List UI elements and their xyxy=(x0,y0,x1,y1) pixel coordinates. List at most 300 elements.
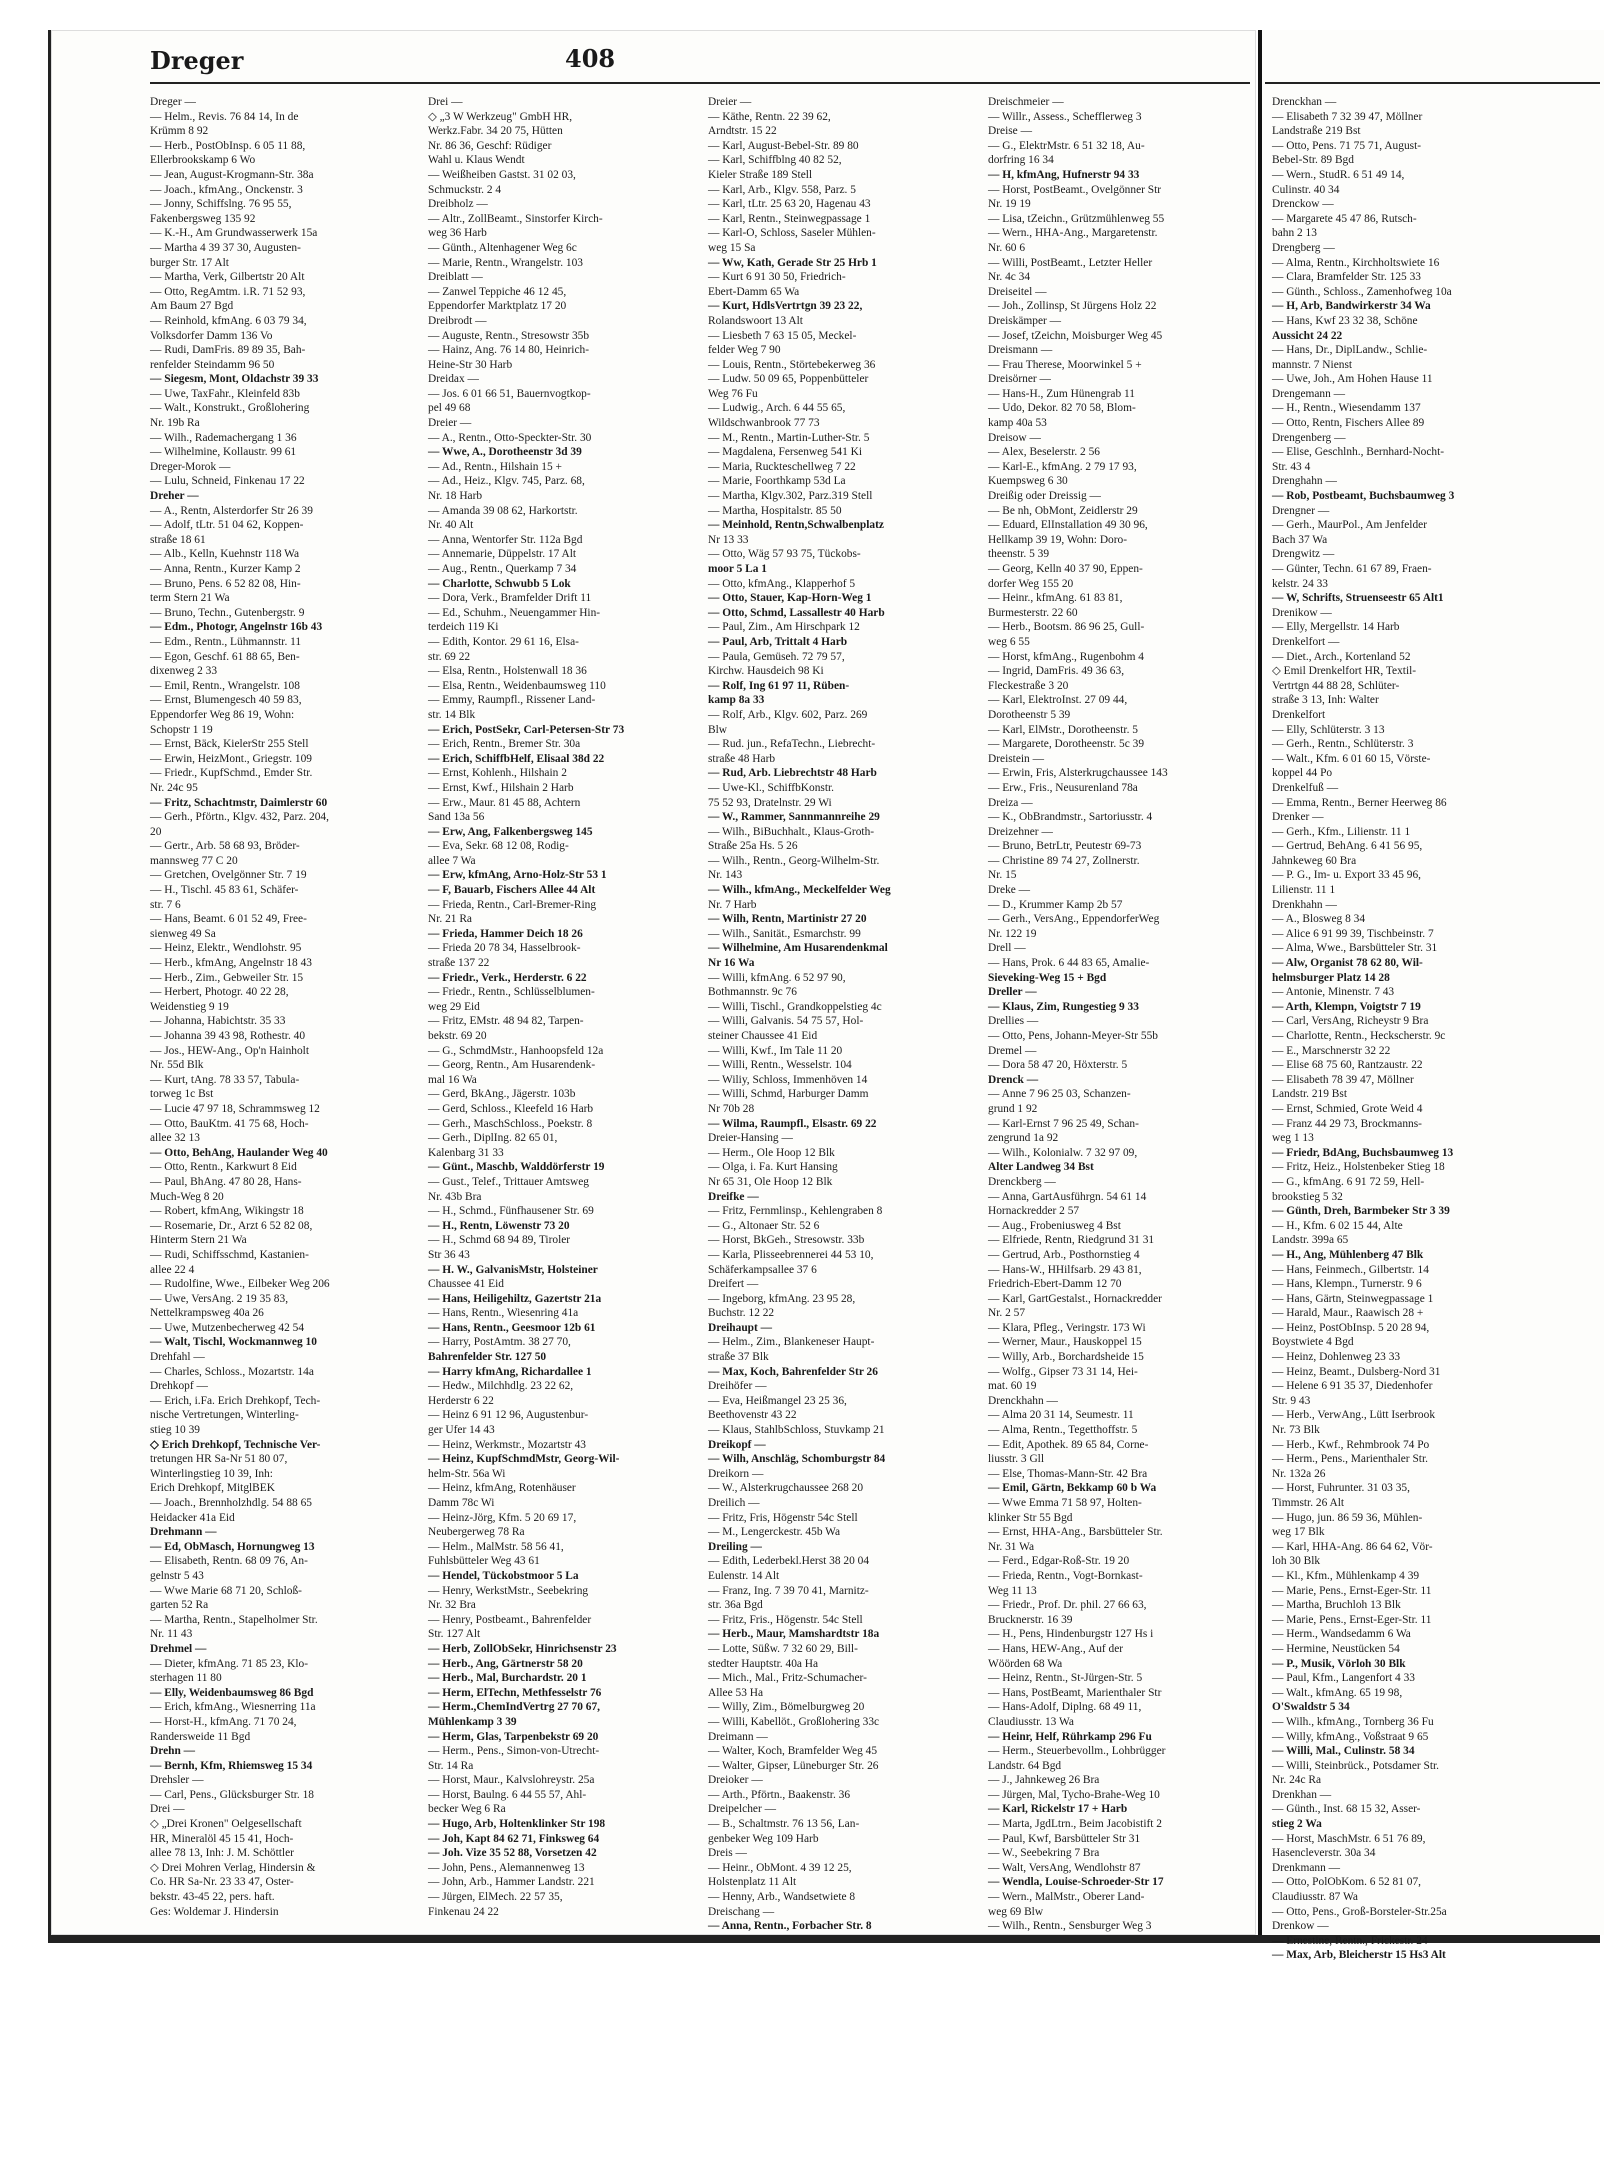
directory-entry: — Günter, Techn. 61 67 89, Fraen- xyxy=(1272,563,1432,575)
directory-entry: — Gerh., VersAng., EppendorferWeg xyxy=(988,913,1160,926)
directory-entry: moor 5 La 1 xyxy=(708,563,767,575)
directory-entry: Brucknerstr. 16 39 xyxy=(988,1613,1073,1626)
directory-entry: becker Weg 6 Ra xyxy=(428,1803,506,1816)
directory-entry: — Wilma, Raumpfl., Elsastr. 69 22 xyxy=(708,1117,877,1130)
directory-entry: Herderstr 6 22 xyxy=(428,1394,494,1407)
directory-entry: — Herb., Bootsm. 86 96 25, Gull- xyxy=(988,621,1145,634)
directory-entry: Wildschwanbrook 77 73 xyxy=(708,417,820,430)
directory-entry: — Karla, Plisseebrennerei 44 53 10, xyxy=(708,1248,874,1261)
directory-entry: — H, Arb, Bandwirkerstr 34 Wa xyxy=(1272,300,1431,313)
directory-entry: — G., Altonaer Str. 52 6 xyxy=(708,1219,820,1232)
directory-entry: — Dieter, kfmAng. 71 85 23, Klo- xyxy=(150,1657,309,1670)
directory-entry: — Hans, Rentn., Wiesenring 41a xyxy=(428,1307,579,1320)
directory-entry: — Fritz, Schachtmstr, Daimlerstr 60 xyxy=(150,796,328,809)
directory-entry: Dreiskämper — xyxy=(988,314,1062,327)
directory-entry: Weg 11 13 xyxy=(988,1584,1037,1597)
directory-entry: — G., kfmAng. 6 91 72 59, Hell- xyxy=(1272,1175,1425,1188)
directory-entry: — Friedr, BdAng, Buchsbaumweg 13 xyxy=(1272,1146,1454,1159)
directory-entry: — Willi, Steinbrück., Potsdamer Str. xyxy=(1272,1759,1440,1772)
directory-entry: — Harry, PostAmtm. 38 27 70, xyxy=(428,1336,571,1349)
directory-entry: — Ernestine, Rentn., Frickestr. 24 xyxy=(1272,1934,1428,1947)
directory-entry: — Willi, Kwf., Im Tale 11 20 xyxy=(708,1044,843,1057)
directory-entry: — M., Lengerckestr. 45b Wa xyxy=(708,1526,841,1539)
directory-entry: — J., Jahnkeweg 26 Bra xyxy=(988,1774,1100,1787)
directory-entry: — Ww, Kath, Gerade Str 25 Hrb 1 xyxy=(708,256,877,269)
directory-entry: allee 32 13 xyxy=(150,1132,200,1145)
directory-entry: — K.-H., Am Grundwasserwerk 15a xyxy=(150,227,318,240)
directory-entry: — Ingrid, DamFris. 49 36 63, xyxy=(988,665,1125,678)
directory-entry: — Frau Therese, Moorwinkel 5 + xyxy=(988,358,1142,371)
directory-entry: — Erich, i.Fa. Erich Drehkopf, Tech- xyxy=(150,1394,321,1407)
directory-entry: Nr. 32 Bra xyxy=(428,1599,476,1612)
directory-entry: — Heinr., ObMont. 4 39 12 25, xyxy=(708,1861,852,1874)
directory-entry: — Edith, Lederbekl.Herst 38 20 04 xyxy=(708,1555,870,1568)
directory-entry: Landstr. 64 Bgd xyxy=(988,1759,1062,1772)
directory-entry: Drellies — xyxy=(988,1015,1039,1028)
directory-entry: — Anna, Rentn., Forbacher Str. 8 xyxy=(708,1920,872,1933)
directory-entry: Landstr. 219 Bst xyxy=(1272,1088,1347,1101)
directory-entry: — Heinz-Jörg, Kfm. 5 20 69 17, xyxy=(428,1511,577,1524)
directory-entry: straße 3 13, Inh: Walter xyxy=(1272,694,1379,707)
directory-entry: — Karl, ElektroInst. 27 09 44, xyxy=(988,694,1128,707)
directory-entry: Sieveking-Weg 15 + Bgd xyxy=(988,971,1107,984)
directory-entry: — Frieda 20 78 34, Hasselbrook- xyxy=(428,942,581,955)
directory-entry: — Hans-Adolf, Diplng. 68 49 11, xyxy=(988,1701,1142,1714)
directory-entry: — Otto, Pens., Groß-Borsteler-Str.25a xyxy=(1272,1905,1447,1918)
directory-entry: — Rudi, Schiffsschmd, Kastanien- xyxy=(150,1248,309,1261)
directory-entry: Co. HR Sa-Nr. 23 33 47, Oster- xyxy=(150,1876,294,1889)
directory-entry: — Horst, MaschMstr. 6 51 76 89, xyxy=(1272,1832,1426,1845)
directory-entry: — H., Pens, Hindenburgstr 127 Hs i xyxy=(988,1628,1154,1641)
directory-entry: grund 1 92 xyxy=(988,1102,1038,1115)
directory-entry: Nr. 19 19 xyxy=(988,198,1031,211)
directory-entry: — Herm., Pens., Simon-von-Utrecht- xyxy=(428,1745,600,1758)
page-number: 408 xyxy=(565,44,616,73)
directory-entry: Wahl u. Klaus Wendt xyxy=(428,154,525,167)
directory-entry: Straße 25a Hs. 5 26 xyxy=(708,840,798,853)
directory-entry: — Hugo, jun. 86 59 36, Mühlen- xyxy=(1272,1511,1423,1524)
directory-entry: — D., Krummer Kamp 2b 57 xyxy=(988,898,1123,911)
directory-entry: Eppendorfer Marktplatz 17 20 xyxy=(428,300,567,313)
directory-entry: — Henry, WerkstMstr., Seebekring xyxy=(428,1584,589,1597)
directory-entry: — Frieda, Rentn., Vogt-Bornkast- xyxy=(988,1569,1143,1582)
directory-entry: — Helm., Zim., Blankeneser Haupt- xyxy=(708,1336,875,1349)
directory-entry: gelnstr 5 43 xyxy=(150,1569,204,1582)
directory-entry: Nr. 18 Harb xyxy=(428,490,483,503)
directory-entry: — Erw., Maur. 81 45 88, Achtern xyxy=(428,796,581,809)
directory-entry: — Günth., Inst. 68 15 32, Asser- xyxy=(1272,1803,1421,1816)
directory-entry: Nr. 7 Harb xyxy=(708,898,757,911)
directory-entry: koppel 44 Po xyxy=(1272,767,1333,780)
directory-entry: term Stern 21 Wa xyxy=(150,592,230,605)
directory-entry: — H, kfmAng, Hufnerstr 94 33 xyxy=(988,168,1140,181)
directory-entry: liusstr. 3 Gll xyxy=(988,1453,1045,1466)
directory-entry: — Günt., Maschb, Walddörferstr 19 xyxy=(428,1161,605,1174)
directory-entry: — Harry kfmAng, Richardallee 1 xyxy=(428,1365,592,1378)
directory-entry: nische Vertretungen, Winterling- xyxy=(150,1409,299,1422)
directory-entry: — Joach., kfmAng., Onckenstr. 3 xyxy=(150,183,303,196)
directory-entry: — Karl, August-Bebel-Str. 89 80 xyxy=(708,139,859,152)
directory-entry: — Herm.,ChemIndVertrg 27 70 67, xyxy=(428,1701,600,1714)
directory-entry: — Heinz, Beamt., Dulsberg-Nord 31 xyxy=(1272,1365,1441,1378)
directory-entry: — Rolf, Arb., Klgv. 602, Parz. 269 xyxy=(708,708,868,721)
directory-entry: — Herb., Ang, Gärtnerstr 58 20 xyxy=(428,1657,583,1670)
directory-entry: Dreizehner — xyxy=(988,825,1053,838)
directory-entry: — Rud. jun., RefaTechn., Liebrecht- xyxy=(708,738,876,751)
directory-entry: — Erwin, HeizMont., Griegstr. 109 xyxy=(150,752,312,765)
directory-entry: — Alma 20 31 14, Seumestr. 11 xyxy=(988,1409,1134,1422)
directory-entry: Dreis — xyxy=(708,1847,747,1860)
directory-entry: — Wwe Marie 68 71 20, Schloß- xyxy=(150,1584,302,1597)
directory-entry: terdeich 119 Ki xyxy=(428,621,499,634)
directory-entry: Dreise — xyxy=(988,125,1032,138)
directory-entry: — Horst, PostBeamt., Ovelgönner Str xyxy=(988,183,1162,196)
directory-entry: str. 14 Blk xyxy=(428,708,476,721)
directory-entry: — Heinz 6 91 12 96, Augustenbur- xyxy=(428,1409,589,1422)
directory-entry: — Ludw. 50 09 65, Poppenbütteler xyxy=(708,373,869,386)
directory-entry: — Martha, Rentn., Stapelholmer Str. xyxy=(150,1613,318,1626)
directory-entry: — Herbert, Photogr. 40 22 28, xyxy=(150,986,289,999)
directory-entry: — G., ElektrMstr. 6 51 32 18, Au- xyxy=(988,139,1145,152)
directory-entry: — Wendla, Louise-Schroeder-Str 17 xyxy=(988,1876,1164,1889)
directory-entry: dixenweg 2 33 xyxy=(150,665,218,678)
directory-entry: Nr. 43b Bra xyxy=(428,1190,482,1203)
directory-entry: — Jürgen, ElMech. 22 57 35, xyxy=(428,1891,563,1904)
directory-entry: — Anna, GartAusführgn. 54 61 14 xyxy=(988,1190,1147,1203)
directory-entry: — Elisabeth 78 39 47, Möllner xyxy=(1272,1073,1414,1086)
directory-entry: — Kl., Kfm., Mühlenkamp 4 39 xyxy=(1272,1569,1420,1582)
directory-entry: Fleckestraße 3 20 xyxy=(988,679,1069,692)
directory-entry: — Günth., Schloss., Zamenhofweg 10a xyxy=(1272,285,1452,298)
directory-entry: weg 6 55 xyxy=(988,635,1030,648)
directory-entry: pel 49 68 xyxy=(428,402,471,415)
directory-entry: — Hans-W., HHilfsarb. 29 43 81, xyxy=(988,1263,1142,1276)
directory-entry: — Emmy, Raumpfl., Rissener Land- xyxy=(428,694,596,707)
directory-entry: — Eduard, ElInstallation 49 30 96, xyxy=(988,519,1148,532)
directory-entry: — Joh., Zollinsp, St Jürgens Holz 22 xyxy=(988,300,1157,313)
directory-entry: — Alb., Kelln, Kuehnstr 118 Wa xyxy=(150,548,300,561)
directory-entry: Nr. 15 xyxy=(988,869,1017,882)
directory-entry: Bach 37 Wa xyxy=(1272,533,1328,546)
directory-entry: — Uwe-Kl., SchiffbKonstr. xyxy=(708,781,835,794)
directory-entry: — Charles, Schloss., Mozartstr. 14a xyxy=(150,1365,314,1378)
directory-entry: Drenckhahn — xyxy=(988,1394,1058,1407)
directory-entry: str. 7 6 xyxy=(150,898,181,911)
directory-entry: Drei — xyxy=(150,1803,185,1816)
directory-entry: — Karl-O, Schloss, Saseler Mühlen- xyxy=(708,227,876,240)
directory-entry: — Horst, BkGeh., Stresowstr. 33b xyxy=(708,1234,865,1247)
directory-entry: — Martha, Klgv.302, Parz.319 Stell xyxy=(708,490,873,503)
directory-entry: Drei — xyxy=(428,96,463,108)
directory-entry: — Dora, Verk., Bramfelder Drift 11 xyxy=(428,592,592,605)
directory-entry: Str. 43 4 xyxy=(1272,460,1311,473)
directory-entry: — Alma, Rentn., Tegetthoffstr. 5 xyxy=(988,1424,1138,1437)
directory-entry: Dreher — xyxy=(150,490,199,503)
directory-entry: stieg 10 39 xyxy=(150,1424,200,1437)
directory-entry: — Hans, Prok. 6 44 83 65, Amalie- xyxy=(988,957,1150,970)
directory-entry: ◇ Drei Mohren Verlag, Hindersin & xyxy=(150,1861,316,1874)
directory-entry: — Anna, Rentn., Kurzer Kamp 2 xyxy=(150,563,301,575)
directory-entry: — Rudolfine, Wwe., Eilbeker Weg 206 xyxy=(150,1278,330,1291)
directory-entry: — B., Schaltmstr. 76 13 56, Lan- xyxy=(708,1818,860,1831)
directory-entry: — Margarete 45 47 86, Rutsch- xyxy=(1272,212,1417,225)
directory-entry: — Werner, Maur., Hauskoppel 15 xyxy=(988,1336,1142,1349)
directory-entry: — Martha 4 39 37 30, Augusten- xyxy=(150,241,301,254)
directory-entry: Nr 70b 28 xyxy=(708,1102,755,1115)
directory-entry: Drengberg — xyxy=(1272,241,1335,254)
directory-entry: — Wilh, Rentn, Martinistr 27 20 xyxy=(708,913,867,926)
directory-entry: str. 36a Bgd xyxy=(708,1599,763,1612)
directory-entry: Drehmel — xyxy=(150,1642,207,1655)
directory-entry: genbeker Weg 109 Harb xyxy=(708,1832,819,1845)
directory-entry: Holstenplatz 11 Alt xyxy=(708,1876,797,1889)
directory-entry: — Willi, PostBeamt., Letzter Heller xyxy=(988,256,1153,269)
directory-entry: Werkz.Fabr. 34 20 75, Hütten xyxy=(428,125,563,138)
directory-entry: Nr. 86 36, Geschf: Rüdiger xyxy=(428,139,552,152)
directory-entry: — Emil, Rentn., Wrangelstr. 108 xyxy=(150,679,300,692)
directory-entry: — Ad., Rentn., Hilshain 15 + xyxy=(428,460,562,473)
directory-entry: — Gerd, Schloss., Kleefeld 16 Harb xyxy=(428,1102,594,1115)
directory-entry: — Max, Arb, Bleicherstr 15 Hs3 Alt xyxy=(1272,1949,1446,1962)
directory-entry: — Willy, Zim., Bömelburgweg 20 xyxy=(708,1701,865,1714)
directory-entry: — Carl, Pens., Glücksburger Str. 18 xyxy=(150,1788,314,1801)
directory-entry: — Gertr., Arb. 58 68 93, Bröder- xyxy=(150,840,300,853)
directory-entry: — Karl, Rentn., Steinwegpassage 1 xyxy=(708,212,871,225)
directory-entry: Aussicht 24 22 xyxy=(1272,329,1343,342)
directory-entry: — Wolfg., Gipser 73 31 14, Hei- xyxy=(988,1365,1138,1378)
directory-entry: — Willi, Rentn., Wesselstr. 104 xyxy=(708,1059,852,1072)
directory-entry: — Hermine, Neustücken 54 xyxy=(1272,1642,1400,1655)
directory-entry: Dreller — xyxy=(988,986,1037,999)
directory-entry: Dreischang — xyxy=(708,1905,775,1918)
directory-entry: — Herm, ElTechn, Methfesselstr 76 xyxy=(428,1686,602,1699)
directory-entry: — H., Rentn, Löwenstr 73 20 xyxy=(428,1219,570,1232)
directory-entry: — Hans, PostBeamt, Marienthaler Str xyxy=(988,1686,1162,1699)
directory-entry: — Wilh., Rademachergang 1 36 xyxy=(150,431,297,444)
directory-entry: Dreihaupt — xyxy=(708,1321,773,1334)
directory-entry: — Hans, Feinmech., Gilbertstr. 14 xyxy=(1272,1263,1429,1276)
directory-entry: — Elise, Geschlnh., Bernhard-Nocht- xyxy=(1272,446,1445,459)
directory-entry: — Frieda, Rentn., Carl-Bremer-Ring xyxy=(428,898,597,911)
directory-entry: Nr. 40 Alt xyxy=(428,519,474,532)
directory-entry: — Otto, kfmAng., Klapperhof 5 xyxy=(708,577,856,590)
directory-entry: Chaussee 41 Eid xyxy=(428,1278,504,1291)
directory-entry: Drehsler — xyxy=(150,1774,204,1787)
directory-entry: — Ernst, Blumengesch 40 59 83, xyxy=(150,694,302,707)
directory-entry: brookstieg 5 32 xyxy=(1272,1190,1343,1203)
directory-entry: — Elsa, Rentn., Holstenwall 18 36 xyxy=(428,665,587,678)
directory-entry: Dreikorn — xyxy=(708,1467,764,1480)
directory-entry: Friedrich-Ebert-Damm 12 70 xyxy=(988,1278,1122,1291)
directory-entry: Boystwiete 4 Bgd xyxy=(1272,1336,1354,1349)
directory-entry: — Ad., Heiz., Klgv. 745, Parz. 68, xyxy=(428,475,585,488)
directory-entry: — Herb., Maur, Mamshardtstr 18a xyxy=(708,1628,880,1641)
directory-entry: Dreibholz — xyxy=(428,198,488,211)
directory-entry: — Johanna, Habichtstr. 35 33 xyxy=(150,1015,286,1028)
directory-entry: Str. 14 Ra xyxy=(428,1759,474,1772)
directory-entry: — A., Rentn, Alsterdorfer Str 26 39 xyxy=(150,504,313,517)
directory-entry: — Walter, Gipser, Lüneburger Str. 26 xyxy=(708,1759,879,1772)
directory-entry: — Willi, Schmd, Harburger Damm xyxy=(708,1088,869,1101)
directory-entry: Nr. 73 Blk xyxy=(1272,1424,1320,1437)
directory-entry: Randersweide 11 Bgd xyxy=(150,1730,251,1743)
directory-entry: Heine-Str 30 Harb xyxy=(428,358,513,371)
directory-entry: — Gust., Telef., Trittauer Amtsweg xyxy=(428,1175,589,1188)
directory-entry: — Wilh, Anschläg, Schomburgstr 84 xyxy=(708,1453,886,1466)
directory-entry: — W., Alsterkrugchaussee 268 20 xyxy=(708,1482,864,1495)
directory-entry: — Hans, HEW-Ang., Auf der xyxy=(988,1642,1124,1655)
directory-entry: — Ernst, HHA-Ang., Barsbütteler Str. xyxy=(988,1526,1163,1539)
directory-entry: Kieler Straße 189 Stell xyxy=(708,168,813,181)
directory-entry: Fuhlsbütteler Weg 43 61 xyxy=(428,1555,540,1568)
directory-entry: Wöörden 68 Wa xyxy=(988,1657,1063,1670)
directory-entry: — Hans, Kwf 23 32 38, Schöne xyxy=(1272,314,1418,327)
directory-entry: — Friedr., Prof. Dr. phil. 27 66 63, xyxy=(988,1599,1147,1612)
directory-entry: Buchstr. 12 22 xyxy=(708,1307,775,1320)
directory-entry: zengrund 1a 92 xyxy=(988,1132,1059,1145)
directory-entry: helm-Str. 56a Wi xyxy=(428,1467,506,1480)
directory-entry: — H., Kfm. 6 02 15 44, Alte xyxy=(1272,1219,1403,1232)
directory-entry: Fakenbergsweg 135 92 xyxy=(150,212,256,225)
directory-entry: Drenkhahn — xyxy=(1272,898,1337,911)
directory-entry: Drenkelfort xyxy=(1272,708,1326,721)
directory-entry: Hasencleverstr. 30a 34 xyxy=(1272,1847,1376,1860)
directory-entry: Nr. 21 Ra xyxy=(428,913,472,926)
directory-entry: Ebert-Damm 65 Wa xyxy=(708,285,800,298)
directory-entry: — Herm., Ole Hoop 12 Blk xyxy=(708,1146,835,1159)
directory-entry: — Udo, Dekor. 82 70 58, Blom- xyxy=(988,402,1136,415)
directory-entry: straße 37 Blk xyxy=(708,1351,769,1364)
directory-entry: — Clara, Bramfelder Str. 125 33 xyxy=(1272,271,1421,284)
directory-entry: — Karl, Schiffblng 40 82 52, xyxy=(708,154,842,167)
directory-entry: — Henny, Arb., Wandsetwiete 8 xyxy=(708,1891,856,1904)
directory-entry: Lilienstr. 11 1 xyxy=(1272,884,1336,897)
directory-entry: — Henry, Postbeamt., Bahrenfelder xyxy=(428,1613,592,1626)
directory-entry: Nr. 132a 26 xyxy=(1272,1467,1326,1480)
directory-entry: — Hans, Heiligehiltz, Gazertstr 21a xyxy=(428,1292,602,1305)
directory-entry: — Georg, Rentn., Am Husarendenk- xyxy=(428,1059,596,1072)
directory-entry: Nr 65 31, Ole Hoop 12 Blk xyxy=(708,1175,833,1188)
directory-entry: Drenghahn — xyxy=(1272,475,1337,488)
directory-entry: Drenckhan — xyxy=(1272,96,1337,108)
directory-entry: Vertrtgn 44 88 28, Schlüter- xyxy=(1272,679,1400,692)
directory-entry: 75 52 93, Dratelnstr. 29 Wi xyxy=(708,796,832,809)
directory-entry: — Lisa, tZeichn., Grützmühlenweg 55 xyxy=(988,212,1165,225)
directory-entry: Dreifke — xyxy=(708,1190,759,1203)
directory-entry: stieg 2 Wa xyxy=(1272,1818,1322,1831)
directory-entry: Dreiling — xyxy=(708,1540,762,1553)
directory-entry: — Erwin, Fris, Alsterkrugchaussee 143 xyxy=(988,767,1168,780)
directory-column-next-page xyxy=(1272,95,1600,1962)
directory-entry: — Hugo, Arb, Holtenklinker Str 198 xyxy=(428,1818,606,1831)
directory-entry: allee 78 13, Inh: J. M. Schöttler xyxy=(150,1847,294,1860)
directory-entry: — Friedr., KupfSchmd., Emder Str. xyxy=(150,767,313,780)
directory-entry: Claudiusstr. 13 Wa xyxy=(988,1715,1074,1728)
directory-entry: — Kurt, HdlsVertrtgn 39 23 22, xyxy=(708,300,863,313)
directory-entry: — Willi, Galvanis. 54 75 57, Hol- xyxy=(708,1015,864,1028)
directory-entry: — Martha, Hospitalstr. 85 50 xyxy=(708,504,842,517)
directory-entry: Drenck — xyxy=(988,1073,1039,1086)
directory-entry: Hinterm Stern 21 Wa xyxy=(150,1234,247,1247)
directory-entry: — Alw, Organist 78 62 80, Wil- xyxy=(1272,957,1423,970)
directory-entry: Str 36 43 xyxy=(428,1248,470,1261)
directory-entry: — Karl, Rickelstr 17 + Harb xyxy=(988,1803,1128,1816)
directory-entry: weg 29 Eid xyxy=(428,1000,480,1013)
directory-entry: — Hendel, Tückobstmoor 5 La xyxy=(428,1569,579,1582)
directory-entry: — Maria, Ruckteschellweg 7 22 xyxy=(708,460,856,473)
directory-entry: Krümm 8 92 xyxy=(150,125,209,138)
directory-entry: — Otto, Stauer, Kap-Horn-Weg 1 xyxy=(708,592,872,605)
directory-entry: — W., Seebekring 7 Bra xyxy=(988,1847,1100,1860)
directory-entry: Nettelkrampsweg 40a 26 xyxy=(150,1307,264,1320)
directory-entry: — Eva, Heißmangel 23 25 36, xyxy=(708,1394,847,1407)
directory-entry: — Günth, Dreh, Barmbeker Str 3 39 xyxy=(1272,1205,1450,1218)
directory-entry: — Walt, Tischl, Wockmannweg 10 xyxy=(150,1336,317,1349)
directory-entry: — Erich, Rentn., Bremer Str. 30a xyxy=(428,738,581,751)
directory-entry: — H., Schmd., Fünfhausener Str. 69 xyxy=(428,1205,594,1218)
directory-entry: Hellkamp 39 19, Wohn: Doro- xyxy=(988,533,1128,546)
directory-entry: Dreilich — xyxy=(708,1497,760,1509)
directory-entry: Erich Drehkopf, MitglBEK xyxy=(150,1482,275,1495)
directory-entry: — Franz 44 29 73, Brockmanns- xyxy=(1272,1117,1422,1130)
directory-entry: — Kurt, tAng. 78 33 57, Tabula- xyxy=(150,1073,300,1086)
directory-entry: — Aug., Frobeniusweg 4 Bst xyxy=(988,1219,1121,1232)
directory-entry: — Rudi, DamFris. 89 89 35, Bah- xyxy=(150,344,306,357)
directory-entry: — Margarete, Dorotheenstr. 5c 39 xyxy=(988,738,1145,751)
directory-entry: — Heinz, KupfSchmdMstr, Georg-Wil- xyxy=(428,1453,620,1466)
directory-entry: — Willi, Mal., Culinstr. 58 34 xyxy=(1272,1745,1415,1758)
directory-entry: — Otto, Pens. 71 75 71, August- xyxy=(1272,139,1422,152)
directory-entry: Dreismann — xyxy=(988,344,1053,357)
directory-entry: — Klaus, StahlbSchloss, Stuvkamp 21 xyxy=(708,1424,885,1437)
directory-entry: Weidenstieg 9 19 xyxy=(150,1000,229,1013)
directory-entry: kamp 40a 53 xyxy=(988,417,1047,430)
directory-entry: Dreibrodt — xyxy=(428,314,487,327)
directory-entry: — K., ObBrandmstr., Sartoriusstr. 4 xyxy=(988,811,1153,824)
directory-entry: ◇ Emil Drenkelfort HR, Textil- xyxy=(1272,665,1417,678)
directory-entry: Am Baum 27 Bgd xyxy=(150,300,234,313)
directory-entry: Dreier — xyxy=(428,417,472,430)
directory-entry: — Bruno, Techn., Gutenbergstr. 9 xyxy=(150,606,305,619)
directory-entry: — Wilhelmine, Am Husarendenkmal xyxy=(708,942,888,955)
directory-entry: — Karl, GartGestalst., Hornackredder xyxy=(988,1292,1162,1305)
directory-entry: — Walt, VersAng, Wendlohstr 87 xyxy=(988,1861,1141,1874)
directory-entry: — Wilh., Rentn., Sensburger Weg 3 xyxy=(988,1920,1152,1933)
directory-entry: — Martha, Verk, Gilbertstr 20 Alt xyxy=(150,271,305,284)
directory-entry: renfelder Steindamm 96 50 xyxy=(150,358,275,371)
directory-entry: Kuempsweg 6 30 xyxy=(988,475,1068,488)
directory-entry: — Bruno, Pens. 6 52 82 08, Hin- xyxy=(150,577,301,590)
directory-entry: — Wiliy, Schloss, Immenhöven 14 xyxy=(708,1073,868,1086)
directory-entry: Dreisörner — xyxy=(988,373,1051,386)
directory-entry: — Gertrud, Arb., Posthornstieg 4 xyxy=(988,1248,1140,1261)
directory-entry: Winterlingstieg 10 39, Inh: xyxy=(150,1467,273,1480)
directory-entry: weg 15 Sa xyxy=(708,241,756,254)
directory-entry: — Wern., HHA-Ang., Margaretenstr. xyxy=(988,227,1158,240)
directory-entry: Blw xyxy=(708,723,727,736)
directory-entry: Dreiblatt — xyxy=(428,271,483,284)
directory-entry: dorfring 16 34 xyxy=(988,154,1054,167)
directory-entry: — Gerd, BkAng., Jägerstr. 103b xyxy=(428,1088,576,1101)
directory-entry: — Alma, Rentn., Kirchholtswiete 16 xyxy=(1272,256,1440,269)
directory-entry: — G., SchmdMstr., Hanhoopsfeld 12a xyxy=(428,1044,604,1057)
directory-entry: — Paul, Arb, Trittalt 4 Harb xyxy=(708,635,848,648)
directory-entry: Finkenau 24 22 xyxy=(428,1905,499,1918)
directory-entry: — Ed, ObMasch, Hornungweg 13 xyxy=(150,1540,315,1553)
directory-entry: — Paula, Gemüseh. 72 79 57, xyxy=(708,650,845,663)
directory-entry: Bothmannstr. 9c 76 xyxy=(708,986,797,999)
directory-entry: — Siegesm, Mont, Oldachstr 39 33 xyxy=(150,373,319,386)
